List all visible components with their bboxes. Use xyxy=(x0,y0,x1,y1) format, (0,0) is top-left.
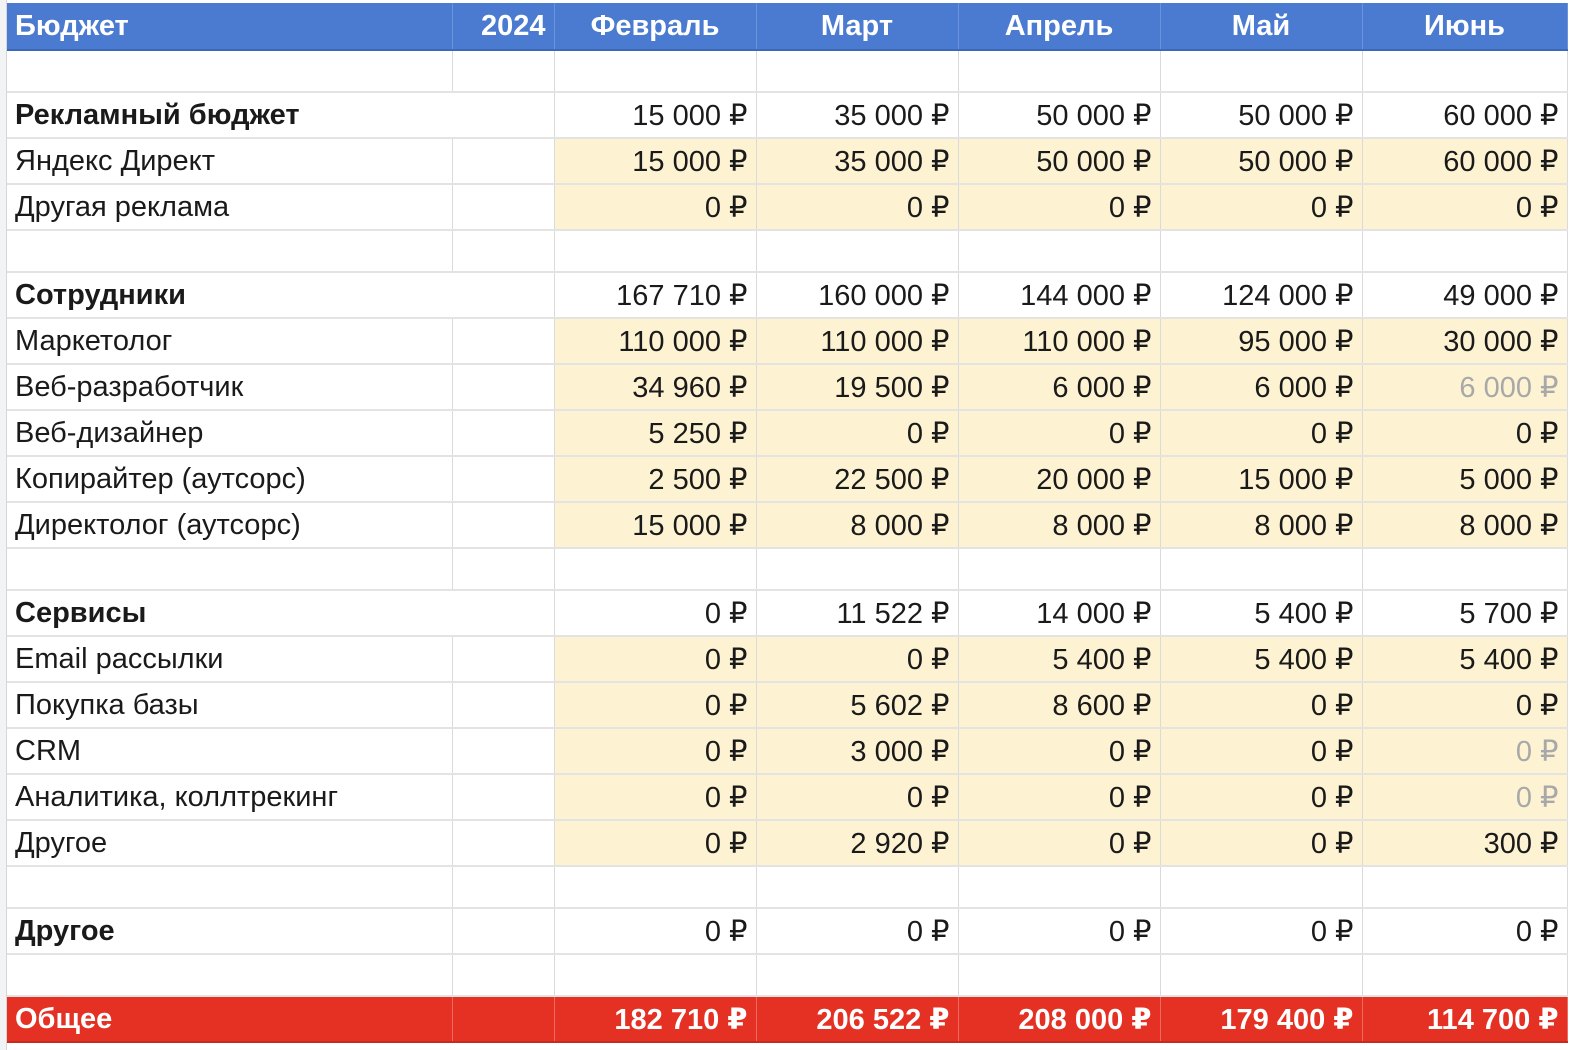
cell[interactable] xyxy=(1160,230,1362,272)
table-row xyxy=(7,728,1567,774)
section-total-cell[interactable]: 0 ₽ xyxy=(958,908,1160,954)
section-total-cell[interactable]: 60 000 ₽ xyxy=(1362,92,1567,138)
value-cell[interactable]: 0 ₽ xyxy=(756,410,958,456)
value-cell[interactable]: 60 000 ₽ xyxy=(1362,138,1567,184)
cell[interactable] xyxy=(554,866,756,908)
section-label[interactable]: Сотрудники xyxy=(7,272,554,318)
value-cell[interactable]: 0 ₽ xyxy=(756,636,958,682)
cell[interactable] xyxy=(958,50,1160,92)
table-row xyxy=(7,774,1567,820)
cell[interactable] xyxy=(452,502,554,548)
cell[interactable] xyxy=(452,908,554,954)
value-cell[interactable]: 110 000 ₽ xyxy=(554,318,756,364)
section-total-cell[interactable]: 49 000 ₽ xyxy=(1362,272,1567,318)
cell[interactable] xyxy=(452,866,554,908)
table-row xyxy=(7,138,1567,184)
row-label[interactable]: Другая реклама xyxy=(7,184,452,230)
value-cell[interactable]: 0 ₽ xyxy=(958,184,1160,230)
table-row xyxy=(7,682,1567,728)
value-cell[interactable]: 0 ₽ xyxy=(958,410,1160,456)
row-label[interactable]: Копирайтер (аутсорс) xyxy=(7,456,452,502)
value-cell[interactable]: 110 000 ₽ xyxy=(756,318,958,364)
value-cell[interactable]: 0 ₽ xyxy=(958,820,1160,866)
value-cell[interactable]: 0 ₽ xyxy=(1160,682,1362,728)
value-cell[interactable]: 8 000 ₽ xyxy=(1362,502,1567,548)
value-cell[interactable]: 0 ₽ xyxy=(554,820,756,866)
cell[interactable] xyxy=(452,636,554,682)
cell[interactable] xyxy=(452,728,554,774)
value-cell[interactable]: 20 000 ₽ xyxy=(958,456,1160,502)
row-label[interactable]: Покупка базы xyxy=(7,682,452,728)
value-cell[interactable]: 50 000 ₽ xyxy=(958,138,1160,184)
section-total-cell[interactable]: 167 710 ₽ xyxy=(554,272,756,318)
total-cell[interactable]: 179 400 ₽ xyxy=(1160,996,1362,1042)
header-month[interactable]: Июнь xyxy=(1362,3,1567,50)
row-label[interactable]: Яндекс Директ xyxy=(7,138,452,184)
value-cell[interactable]: 0 ₽ xyxy=(756,774,958,820)
value-cell[interactable]: 3 000 ₽ xyxy=(756,728,958,774)
value-cell[interactable]: 300 ₽ xyxy=(1362,820,1567,866)
value-cell[interactable]: 5 400 ₽ xyxy=(1362,636,1567,682)
section-total-cell[interactable]: 15 000 ₽ xyxy=(554,92,756,138)
header-year[interactable]: 2024 xyxy=(452,3,554,50)
value-cell[interactable]: 0 ₽ xyxy=(1160,728,1362,774)
total-cell[interactable]: 114 700 ₽ xyxy=(1362,996,1567,1042)
value-cell[interactable]: 8 000 ₽ xyxy=(1160,502,1362,548)
section-row-services xyxy=(7,590,1567,636)
value-cell[interactable]: 5 250 ₽ xyxy=(554,410,756,456)
section-label[interactable]: Сервисы xyxy=(7,590,554,636)
cell[interactable] xyxy=(452,410,554,456)
total-cell[interactable]: 206 522 ₽ xyxy=(756,996,958,1042)
header-row xyxy=(7,3,1567,50)
value-cell[interactable]: 5 000 ₽ xyxy=(1362,456,1567,502)
table-row xyxy=(7,410,1567,456)
budget-sheet xyxy=(7,3,1568,1043)
value-cell[interactable]: 110 000 ₽ xyxy=(958,318,1160,364)
value-cell[interactable]: 35 000 ₽ xyxy=(756,138,958,184)
cell[interactable] xyxy=(452,820,554,866)
table-row xyxy=(7,184,1567,230)
value-cell[interactable]: 0 ₽ xyxy=(1362,774,1567,820)
cell[interactable] xyxy=(958,866,1160,908)
total-label[interactable]: Общее xyxy=(7,996,452,1042)
cell[interactable] xyxy=(7,548,452,590)
section-total-cell[interactable]: 144 000 ₽ xyxy=(958,272,1160,318)
table-row xyxy=(7,820,1567,866)
value-cell[interactable]: 5 400 ₽ xyxy=(958,636,1160,682)
cell[interactable] xyxy=(1160,548,1362,590)
value-cell[interactable]: 0 ₽ xyxy=(1362,184,1567,230)
row-label[interactable]: Директолог (аутсорс) xyxy=(7,502,452,548)
cell[interactable] xyxy=(452,364,554,410)
section-total-cell[interactable]: 0 ₽ xyxy=(554,590,756,636)
row-label[interactable]: Маркетолог xyxy=(7,318,452,364)
row-label[interactable]: CRM xyxy=(7,728,452,774)
table-row xyxy=(7,636,1567,682)
cell[interactable] xyxy=(1160,50,1362,92)
cell[interactable] xyxy=(554,230,756,272)
value-cell[interactable]: 0 ₽ xyxy=(958,774,1160,820)
cell[interactable] xyxy=(7,954,452,996)
row-label[interactable]: Веб-дизайнер xyxy=(7,410,452,456)
value-cell[interactable]: 0 ₽ xyxy=(1160,410,1362,456)
cell[interactable] xyxy=(1160,866,1362,908)
header-month[interactable]: Март xyxy=(756,3,958,50)
cell[interactable] xyxy=(1362,954,1567,996)
cell[interactable] xyxy=(452,230,554,272)
value-cell[interactable]: 0 ₽ xyxy=(1362,682,1567,728)
table-row xyxy=(7,456,1567,502)
value-cell[interactable]: 15 000 ₽ xyxy=(1160,456,1362,502)
row-label[interactable]: Email рассылки xyxy=(7,636,452,682)
section-total-cell[interactable]: 14 000 ₽ xyxy=(958,590,1160,636)
cell[interactable] xyxy=(1362,230,1567,272)
row-label[interactable]: Веб-разработчик xyxy=(7,364,452,410)
section-row-other xyxy=(7,908,1567,954)
table-row xyxy=(7,502,1567,548)
blank-row xyxy=(7,230,1567,272)
table-row xyxy=(7,364,1567,410)
value-cell[interactable]: 0 ₽ xyxy=(1160,184,1362,230)
cell[interactable] xyxy=(7,866,452,908)
cell[interactable] xyxy=(452,548,554,590)
cell[interactable] xyxy=(452,996,554,1042)
cell[interactable] xyxy=(7,50,452,92)
cell[interactable] xyxy=(756,954,958,996)
cell[interactable] xyxy=(1362,866,1567,908)
section-total-cell[interactable]: 5 700 ₽ xyxy=(1362,590,1567,636)
value-cell[interactable]: 0 ₽ xyxy=(1362,728,1567,774)
cell[interactable] xyxy=(554,548,756,590)
cell[interactable] xyxy=(452,456,554,502)
cell[interactable] xyxy=(1362,50,1567,92)
blank-row xyxy=(7,548,1567,590)
cell[interactable] xyxy=(452,50,554,92)
cell[interactable] xyxy=(756,230,958,272)
row-label[interactable]: Аналитика, коллтрекинг xyxy=(7,774,452,820)
value-cell[interactable]: 5 602 ₽ xyxy=(756,682,958,728)
table-row xyxy=(7,318,1567,364)
cell[interactable] xyxy=(452,318,554,364)
cell[interactable] xyxy=(958,548,1160,590)
value-cell[interactable]: 8 600 ₽ xyxy=(958,682,1160,728)
section-row-staff xyxy=(7,272,1567,318)
blank-row xyxy=(7,50,1567,92)
value-cell[interactable]: 0 ₽ xyxy=(1160,774,1362,820)
section-total-cell[interactable]: 124 000 ₽ xyxy=(1160,272,1362,318)
value-cell[interactable]: 8 000 ₽ xyxy=(756,502,958,548)
section-row-ads xyxy=(7,92,1567,138)
value-cell[interactable]: 95 000 ₽ xyxy=(1160,318,1362,364)
header-month[interactable]: Февраль xyxy=(554,3,756,50)
value-cell[interactable]: 22 500 ₽ xyxy=(756,456,958,502)
value-cell[interactable]: 5 400 ₽ xyxy=(1160,636,1362,682)
section-total-cell[interactable]: 0 ₽ xyxy=(1362,908,1567,954)
section-label[interactable]: Рекламный бюджет xyxy=(7,92,554,138)
blank-row xyxy=(7,954,1567,996)
cell[interactable] xyxy=(7,230,452,272)
section-total-cell[interactable]: 0 ₽ xyxy=(554,908,756,954)
cell[interactable] xyxy=(554,954,756,996)
value-cell[interactable]: 0 ₽ xyxy=(958,728,1160,774)
cell[interactable] xyxy=(452,682,554,728)
value-cell[interactable]: 6 000 ₽ xyxy=(1160,364,1362,410)
total-cell[interactable]: 182 710 ₽ xyxy=(554,996,756,1042)
value-cell[interactable]: 0 ₽ xyxy=(554,636,756,682)
section-total-cell[interactable]: 50 000 ₽ xyxy=(1160,92,1362,138)
cell[interactable] xyxy=(1160,954,1362,996)
cell[interactable] xyxy=(756,50,958,92)
value-cell[interactable]: 30 000 ₽ xyxy=(1362,318,1567,364)
value-cell[interactable]: 6 000 ₽ xyxy=(1362,364,1567,410)
cell[interactable] xyxy=(1362,548,1567,590)
value-cell[interactable]: 0 ₽ xyxy=(1362,410,1567,456)
header-title[interactable]: Бюджет xyxy=(7,3,452,50)
section-total-cell[interactable]: 160 000 ₽ xyxy=(756,272,958,318)
row-label[interactable]: Другое xyxy=(7,820,452,866)
blank-row xyxy=(7,866,1567,908)
value-cell[interactable]: 6 000 ₽ xyxy=(958,364,1160,410)
value-cell[interactable]: 2 500 ₽ xyxy=(554,456,756,502)
header-month[interactable]: Май xyxy=(1160,3,1362,50)
cell[interactable] xyxy=(958,230,1160,272)
section-total-cell[interactable]: 35 000 ₽ xyxy=(756,92,958,138)
header-month[interactable]: Апрель xyxy=(958,3,1160,50)
cell[interactable] xyxy=(756,866,958,908)
value-cell[interactable]: 15 000 ₽ xyxy=(554,138,756,184)
value-cell[interactable]: 0 ₽ xyxy=(554,728,756,774)
section-total-cell[interactable]: 5 400 ₽ xyxy=(1160,590,1362,636)
section-total-cell[interactable]: 50 000 ₽ xyxy=(958,92,1160,138)
value-cell[interactable]: 0 ₽ xyxy=(1160,820,1362,866)
cell[interactable] xyxy=(452,774,554,820)
section-total-cell[interactable]: 0 ₽ xyxy=(1160,908,1362,954)
value-cell[interactable]: 34 960 ₽ xyxy=(554,364,756,410)
value-cell[interactable]: 8 000 ₽ xyxy=(958,502,1160,548)
total-row xyxy=(7,996,1567,1042)
value-cell[interactable]: 0 ₽ xyxy=(554,184,756,230)
value-cell[interactable]: 19 500 ₽ xyxy=(756,364,958,410)
cell[interactable] xyxy=(452,954,554,996)
value-cell[interactable]: 0 ₽ xyxy=(554,682,756,728)
value-cell[interactable]: 0 ₽ xyxy=(554,774,756,820)
cell[interactable] xyxy=(452,184,554,230)
cell[interactable] xyxy=(756,548,958,590)
value-cell[interactable]: 15 000 ₽ xyxy=(554,502,756,548)
cell[interactable] xyxy=(452,138,554,184)
total-cell[interactable]: 208 000 ₽ xyxy=(958,996,1160,1042)
section-total-cell[interactable]: 11 522 ₽ xyxy=(756,590,958,636)
value-cell[interactable]: 0 ₽ xyxy=(756,184,958,230)
cell[interactable] xyxy=(554,50,756,92)
row-header-strip xyxy=(0,0,7,1050)
section-label[interactable]: Другое xyxy=(7,908,452,954)
value-cell[interactable]: 50 000 ₽ xyxy=(1160,138,1362,184)
section-total-cell[interactable]: 0 ₽ xyxy=(756,908,958,954)
cell[interactable] xyxy=(958,954,1160,996)
value-cell[interactable]: 2 920 ₽ xyxy=(756,820,958,866)
